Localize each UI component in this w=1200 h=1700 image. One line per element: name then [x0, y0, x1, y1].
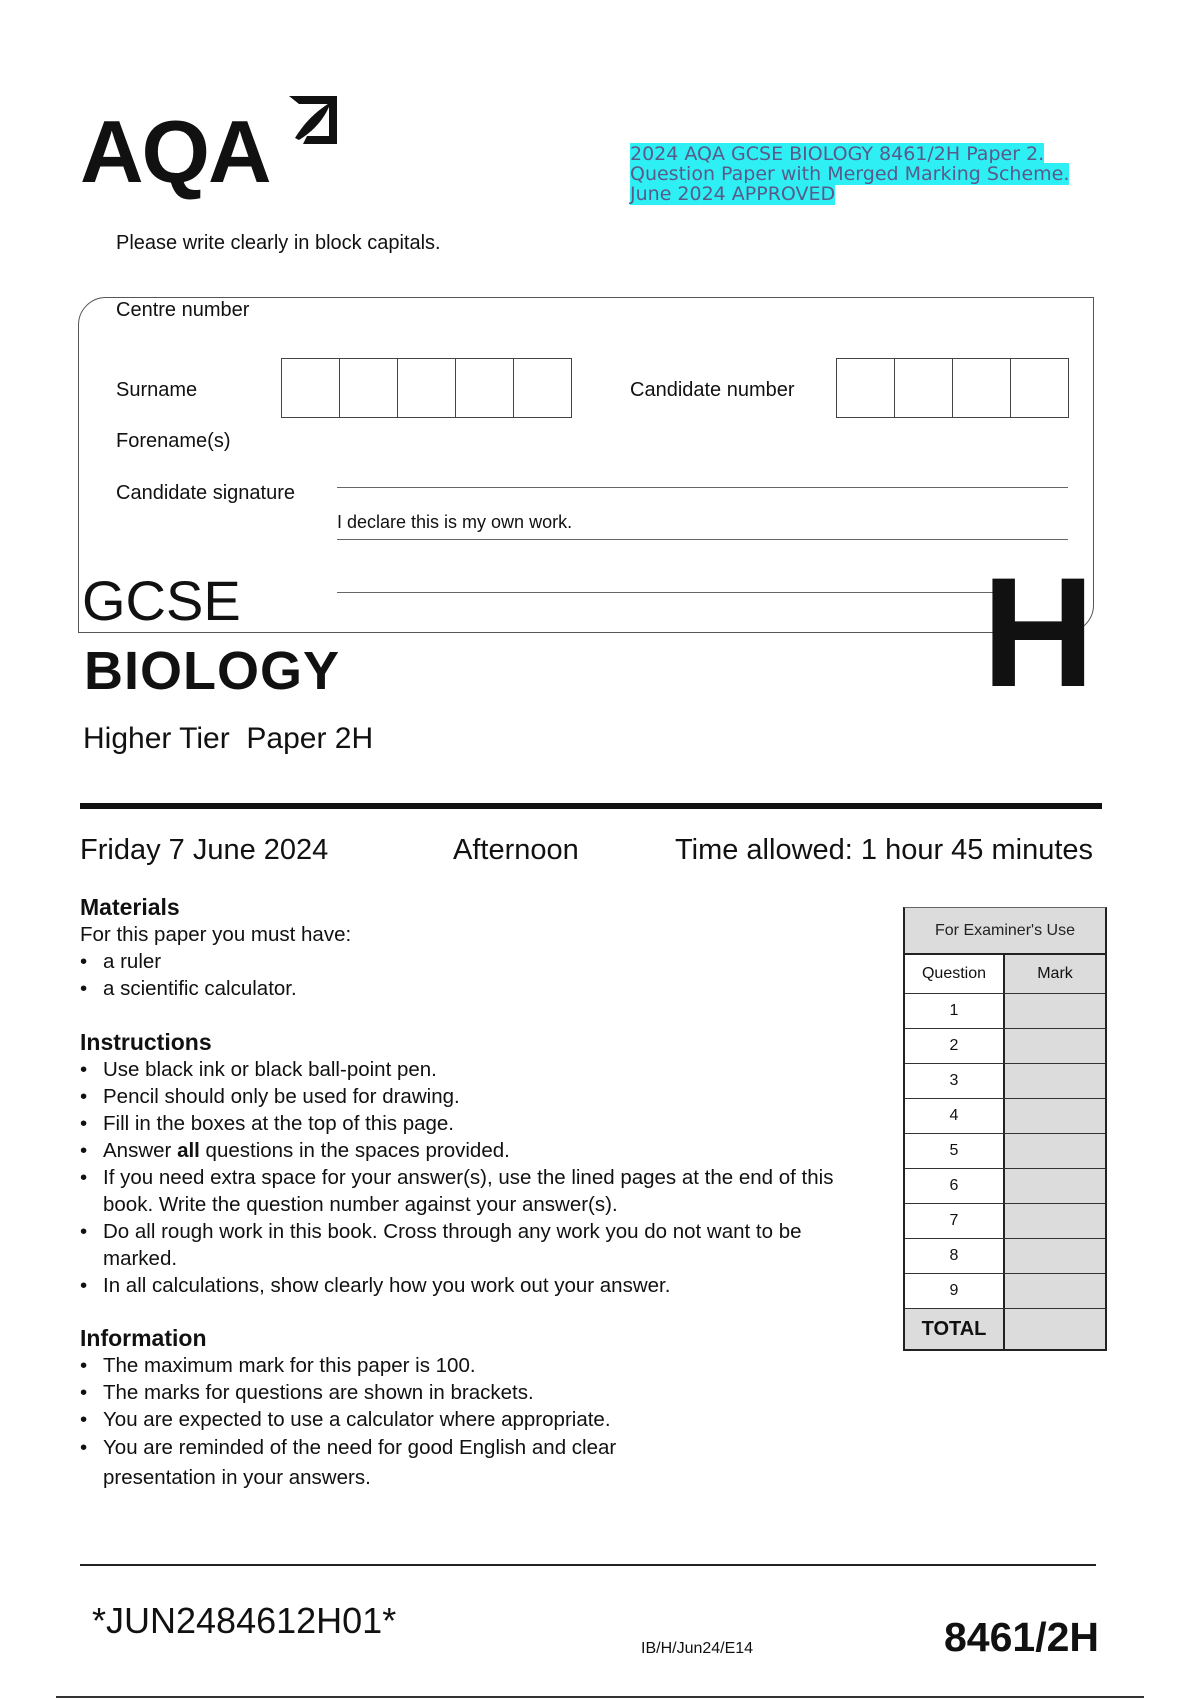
list-item: • Answer all questions in the spaces provided.	[80, 1137, 870, 1164]
mark-cell	[1005, 1134, 1105, 1168]
list-item: • Use black ink or black ball-point pen.	[80, 1056, 870, 1083]
time-allowed: Time allowed: 1 hour 45 minutes	[675, 834, 1094, 866]
list-item: • a scientific calculator.	[80, 975, 880, 1002]
list-item: • Fill in the boxes at the top of this page.	[80, 1110, 870, 1137]
list-item: • The maximum mark for this paper is 100.	[80, 1352, 720, 1379]
examiner-use-table	[903, 907, 1107, 1351]
list-item: • You are expected to use a calculator where appropriate.	[80, 1406, 720, 1433]
exam-session: Afternoon	[453, 834, 579, 866]
candidate-number-label: Candidate number	[630, 379, 795, 401]
list-item: • In all calculations, show clearly how you work out your answer.	[80, 1272, 870, 1299]
declaration-text: I declare this is my own work.	[337, 512, 573, 532]
forenames-line[interactable]	[337, 539, 1068, 540]
instructions-section	[80, 1028, 870, 1299]
list-item: • a ruler	[80, 948, 880, 975]
total-mark-cell	[1005, 1309, 1105, 1349]
aqa-logo-mark-icon	[285, 92, 341, 148]
forenames-label: Forename(s)	[116, 430, 231, 452]
mark-cell	[1005, 1239, 1105, 1273]
tier-and-paper	[83, 722, 373, 756]
materials-section	[80, 893, 880, 1002]
table-row	[905, 1238, 1105, 1273]
question-number: 3	[905, 1064, 1005, 1098]
question-number: 1	[905, 994, 1005, 1028]
paper-code: 8461/2H	[944, 1614, 1100, 1660]
question-number: 7	[905, 1204, 1005, 1238]
information-heading: Information	[80, 1325, 207, 1351]
barcode-text: *JUN2484612H01*	[92, 1600, 397, 1641]
tier-label: Higher Tier	[83, 722, 230, 755]
surname-label: Surname	[116, 379, 198, 401]
materials-heading: Materials	[80, 894, 180, 920]
table-row	[905, 1098, 1105, 1133]
instructions-heading: Instructions	[80, 1029, 212, 1055]
total-row	[905, 1308, 1105, 1349]
information-section	[80, 1324, 720, 1493]
aqa-logo: AQA	[80, 102, 270, 201]
watermark-text: 2024 AQA GCSE BIOLOGY 8461/2H Paper 2. Question Paper with Merged Marking Scheme. June 2024 APPROVED	[630, 143, 1070, 205]
paper-label: Paper 2H	[246, 722, 374, 755]
tier-letter: H	[982, 546, 1095, 720]
paper-reference: IB/H/Jun24/E14	[641, 1640, 754, 1657]
table-row	[905, 993, 1105, 1028]
mark-cell	[1005, 1029, 1105, 1063]
question-number: 6	[905, 1169, 1005, 1203]
materials-intro: For this paper you must have:	[80, 923, 352, 946]
table-row	[905, 1028, 1105, 1063]
surname-line[interactable]	[337, 487, 1068, 488]
candidate-number-boxes[interactable]	[836, 358, 1069, 418]
exam-date: Friday 7 June 2024	[80, 834, 329, 866]
question-number: 5	[905, 1134, 1005, 1168]
mark-cell	[1005, 1099, 1105, 1133]
question-number: 8	[905, 1239, 1005, 1273]
candidate-signature-label: Candidate signature	[116, 482, 296, 504]
table-row	[905, 1168, 1105, 1203]
subject-title: BIOLOGY	[84, 641, 341, 701]
qualification-title: GCSE	[82, 569, 241, 632]
header-divider	[80, 803, 1102, 809]
centre-number-label: Centre number	[116, 299, 250, 321]
mark-cell	[1005, 1169, 1105, 1203]
question-number: 9	[905, 1274, 1005, 1308]
table-row	[905, 1203, 1105, 1238]
list-item: • You are reminded of the need for good English and clear presentation in your answers.	[80, 1433, 720, 1493]
list-item: • If you need extra space for your answer(s), use the lined pages at the end of this book. Write the question number against your answer(s).	[80, 1164, 870, 1218]
mark-cell	[1005, 994, 1105, 1028]
list-item: • Do all rough work in this book. Cross through any work you do not want to be marked.	[80, 1218, 823, 1272]
list-item: • Pencil should only be used for drawing.	[80, 1083, 870, 1110]
list-item: • The marks for questions are shown in brackets.	[80, 1379, 720, 1406]
page-bottom-line	[56, 1696, 1144, 1698]
table-header-row	[905, 953, 1105, 993]
mark-cell	[1005, 1204, 1105, 1238]
block-capitals-prompt: Please write clearly in block capitals.	[116, 232, 441, 254]
examiner-use-title: For Examiner's Use	[935, 921, 1075, 939]
table-row	[905, 1133, 1105, 1168]
centre-number-boxes[interactable]	[281, 358, 572, 418]
signature-line[interactable]	[337, 592, 997, 593]
footer-divider	[80, 1564, 1096, 1566]
question-number: 4	[905, 1099, 1005, 1133]
mark-column-header: Mark	[1005, 955, 1105, 993]
question-column-header: Question	[905, 955, 1005, 993]
mark-cell	[1005, 1274, 1105, 1308]
total-label: TOTAL	[905, 1309, 1005, 1349]
mark-cell	[1005, 1064, 1105, 1098]
table-row	[905, 1273, 1105, 1308]
question-number: 2	[905, 1029, 1005, 1063]
table-row	[905, 1063, 1105, 1098]
